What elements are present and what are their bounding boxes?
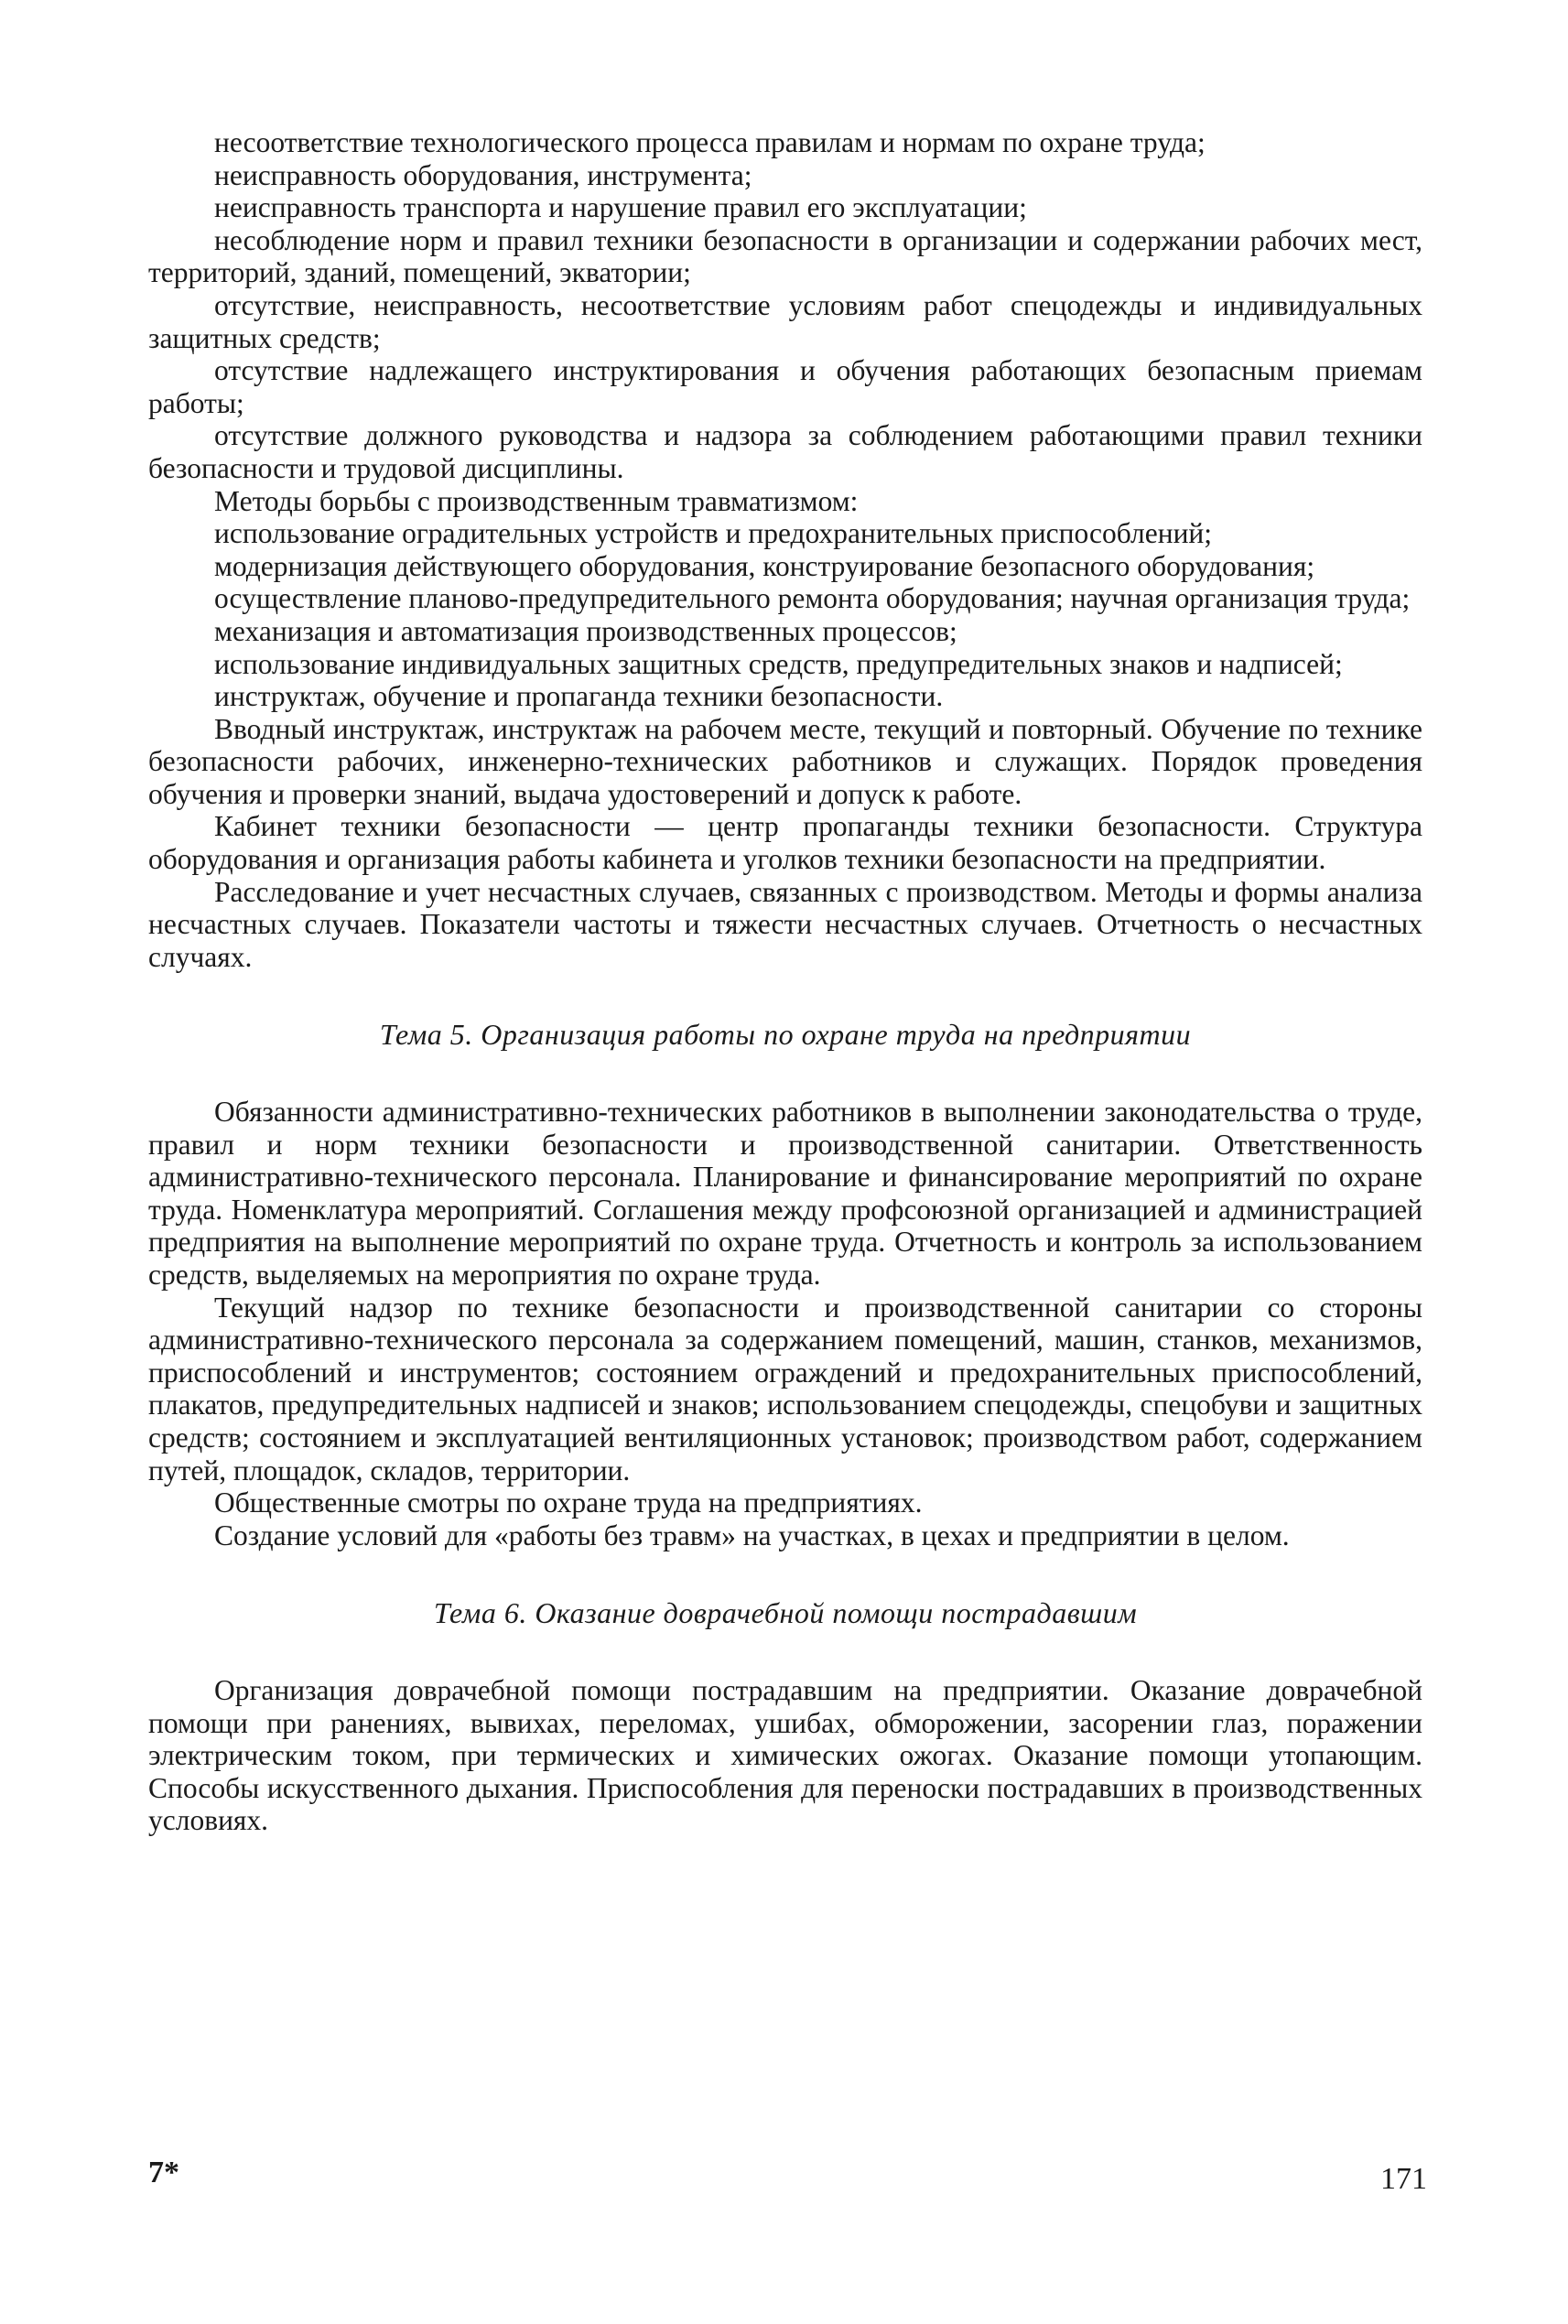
paragraph: Расследование и учет несчастных случаев, связанных с производством. Методы и формы анализа несчастных случаев. Показатели частоты и тяжести несчастных случаев. Отчетность о несчастных случаях.: [148, 875, 1422, 973]
list-item: модернизация действующего оборудования, конструирование безопасного оборудования;: [214, 549, 1315, 582]
paragraph: Вводный инструктаж, инструктаж на рабочем месте, текущий и повторный. Обучение по технике безопасности рабочих, инженерно-технических работников и служащих. Порядок проведения обучения и проверки знаний, выдача удостоверений и допуск к работе.: [148, 712, 1422, 810]
list-item: отсутствие надлежащего инструктирования и обучения работающих безопасным приемам работы;: [148, 354, 1422, 419]
paragraph: Организация доврачебной помощи пострадавшим на предприятии. Оказание доврачебной помощи при ранениях, вывихах, переломах, ушибах, обморожении, засорении глаз, поражении электрическим током, при термических и химических ожогах. Оказание помощи утопающим. Способы искусственного дыхания. Приспособления для переноски пострадавших в производственных условиях.: [148, 1673, 1422, 1837]
list-item: использование оградительных устройств и предохранительных приспособлений;: [214, 517, 1213, 550]
list-item: несоблюдение норм и правил техники безопасности в организации и содержании рабочих мест, территорий, зданий, помещений, экватории;: [148, 223, 1422, 289]
paragraph: Кабинет техники безопасности — центр пропаганды техники безопасности. Структура оборудования и организация работы кабинета и уголков техники безопасности на предприятии.: [148, 810, 1422, 876]
page-number: 171: [1380, 2162, 1427, 2196]
printer-signature: 7*: [148, 2156, 179, 2189]
list-item: неисправность оборудования, инструмента;: [214, 158, 752, 191]
list-item: неисправность транспорта и нарушение правил его эксплуатации;: [214, 191, 1027, 224]
topic-5-heading: Тема 5. Организация работы по охране труда на предприятии: [379, 1018, 1192, 1052]
topic-6-heading: Тема 6. Оказание доврачебной помощи пострадавшим: [433, 1596, 1138, 1630]
list-item: механизация и автоматизация производственных процессов;: [214, 614, 957, 647]
paragraph: Обязанности административно-технических работников в выполнении законодательства о труде, правил и норм техники безопасности и производственной санитарии. Ответственность административно-технического персонала. Планирование и финансирование мероприятий по охране труда. Номенклатура мероприятий. Соглашения между профсоюзной организацией и администрацией предприятия на выполнение мероприятий по охране труда. Отчетность и контроль за использованием средств, выделяемых на мероприятия по охране труда.: [148, 1096, 1422, 1291]
paragraph: Создание условий для «работы без травм» на участках, в цехах и предприятии в целом.: [214, 1519, 1290, 1551]
list-item: инструктаж, обучение и пропаганда техники безопасности.: [214, 680, 944, 713]
list-item: отсутствие должного руководства и надзора за соблюдением работающими правил техники безопасности и трудовой дисциплины.: [148, 419, 1422, 484]
list-item: отсутствие, неисправность, несоответствие условиям работ спецодежды и индивидуальных защитных средств;: [148, 288, 1422, 354]
list-item: несоответствие технологического процесса правилам и нормам по охране труда;: [214, 126, 1206, 158]
list-item: осуществление планово-предупредительного ремонта оборудования; научная организация труда;: [214, 582, 1411, 615]
list-item: использование индивидуальных защитных средств, предупредительных знаков и надписей;: [214, 647, 1343, 680]
page-body: [148, 126, 1422, 1837]
methods-intro: Методы борьбы с производственным травматизмом:: [214, 484, 859, 517]
paragraph: Общественные смотры по охране труда на предприятиях.: [214, 1486, 923, 1519]
paragraph: Текущий надзор по технике безопасности и производственной санитарии со стороны административно-технического персонала за содержанием помещений, машин, станков, механизмов, приспособлений и инструментов; состоянием ограждений и предохранительных приспособлений, плакатов, предупредительных надписей и знаков; использованием спецодежды, спецобуви и защитных средств; состоянием и эксплуатацией вентиляционных установок; производством работ, содержанием путей, площадок, складов, территории.: [148, 1291, 1422, 1486]
